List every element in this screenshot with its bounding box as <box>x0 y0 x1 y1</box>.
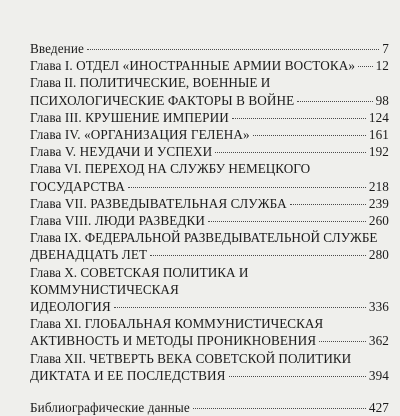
toc-entry-bibliography <box>30 399 389 416</box>
entry-title-line-1: Глава II. ПОЛИТИЧЕСКИЕ, ВОЕННЫЕ И <box>30 75 271 91</box>
dot-leader <box>215 152 366 153</box>
page-number: 260 <box>368 213 389 229</box>
entry-title-line-1: Глава VI. ПЕРЕХОД НА СЛУЖБУ НЕМЕЦКОГО <box>30 161 311 177</box>
toc-entry-chapter-2 <box>30 74 389 108</box>
entry-title-line-2: ИДЕОЛОГИЯ <box>30 299 111 315</box>
dot-leader <box>208 221 366 222</box>
page-number: 336 <box>368 299 389 315</box>
entry-title: Глава IV. «ОРГАНИЗАЦИЯ ГЕЛЕНА» <box>30 127 250 143</box>
page-number: 218 <box>368 178 389 194</box>
entry-title: Глава VIII. ЛЮДИ РАЗВЕДКИ <box>30 213 205 229</box>
entry-title-line-1: Глава X. СОВЕТСКАЯ ПОЛИТИКА И КОММУНИСТИЧЕСКАЯ <box>30 264 249 297</box>
dot-leader <box>229 376 366 377</box>
page-number: 280 <box>368 247 389 263</box>
entry-title-line-1: Глава XI. ГЛОБАЛЬНАЯ КОММУНИСТИЧЕСКАЯ <box>30 316 324 332</box>
dot-leader <box>87 49 379 50</box>
dot-leader <box>297 101 372 102</box>
toc-entry-chapter-12 <box>30 350 389 384</box>
page-number: 124 <box>368 109 389 125</box>
entry-title-line-2: ДВЕНАДЦАТЬ ЛЕТ <box>30 247 148 263</box>
entry-title-line-2: АКТИВНОСТЬ И МЕТОДЫ ПРОНИКНОВЕНИЯ <box>30 333 317 349</box>
toc-entry-chapter-5 <box>30 143 389 160</box>
dot-leader <box>193 408 366 409</box>
dot-leader <box>114 307 366 308</box>
entry-title-line-1: Глава IX. ФЕДЕРАЛЬНОЙ РАЗВЕДЫВАТЕЛЬНОЙ СЛУЖБЕ <box>30 230 378 246</box>
page-number: 192 <box>368 144 389 160</box>
entry-title: Введение <box>30 41 84 56</box>
toc-entry-chapter-4 <box>30 126 389 143</box>
page-number: 394 <box>368 367 389 383</box>
entry-title: Глава V. НЕУДАЧИ И УСПЕХИ <box>30 144 213 160</box>
entry-title-line-2: ДИКТАТА И ЕЕ ПОСЛЕДСТВИЯ <box>30 367 226 383</box>
toc-entry-chapter-10 <box>30 264 389 316</box>
dot-leader <box>319 341 366 342</box>
entry-title: Глава III. КРУШЕНИЕ ИМПЕРИИ <box>30 109 229 125</box>
toc-entry-chapter-1 <box>30 57 389 74</box>
dot-leader <box>232 118 366 119</box>
dot-leader <box>358 66 373 67</box>
entry-title-line-2: ПСИХОЛОГИЧЕСКИЕ ФАКТОРЫ В ВОЙНЕ <box>30 92 295 108</box>
toc-entry-chapter-9 <box>30 229 389 263</box>
page-number: 12 <box>375 58 389 74</box>
page-number: 362 <box>368 333 389 349</box>
entry-title: Глава VII. РАЗВЕДЫВАТЕЛЬНАЯ СЛУЖБА <box>30 195 287 211</box>
toc-entry-chapter-11 <box>30 315 389 349</box>
toc-entry-intro <box>30 40 389 57</box>
toc-entry-chapter-3 <box>30 109 389 126</box>
page-number: 427 <box>368 400 389 416</box>
entry-title-line-1: Глава XII. ЧЕТВЕРТЬ ВЕКА СОВЕТСКОЙ ПОЛИТИКИ <box>30 350 352 366</box>
toc-entry-chapter-6 <box>30 160 389 194</box>
entry-title: Библиографические данные <box>30 400 190 416</box>
dot-leader <box>290 204 366 205</box>
toc-entry-chapter-8 <box>30 212 389 229</box>
dot-leader <box>128 187 366 188</box>
page-number: 7 <box>382 41 389 56</box>
dot-leader <box>150 255 366 256</box>
page-number: 239 <box>368 195 389 211</box>
entry-title-line-2: ГОСУДАРСТВА <box>30 178 126 194</box>
entry-title: Глава I. ОТДЕЛ «ИНОСТРАННЫЕ АРМИИ ВОСТОКА» <box>30 58 356 74</box>
page-number: 161 <box>368 127 389 143</box>
dot-leader <box>253 135 366 136</box>
toc-entry-chapter-7 <box>30 195 389 212</box>
table-of-contents <box>30 40 389 416</box>
page-number: 98 <box>375 92 389 108</box>
